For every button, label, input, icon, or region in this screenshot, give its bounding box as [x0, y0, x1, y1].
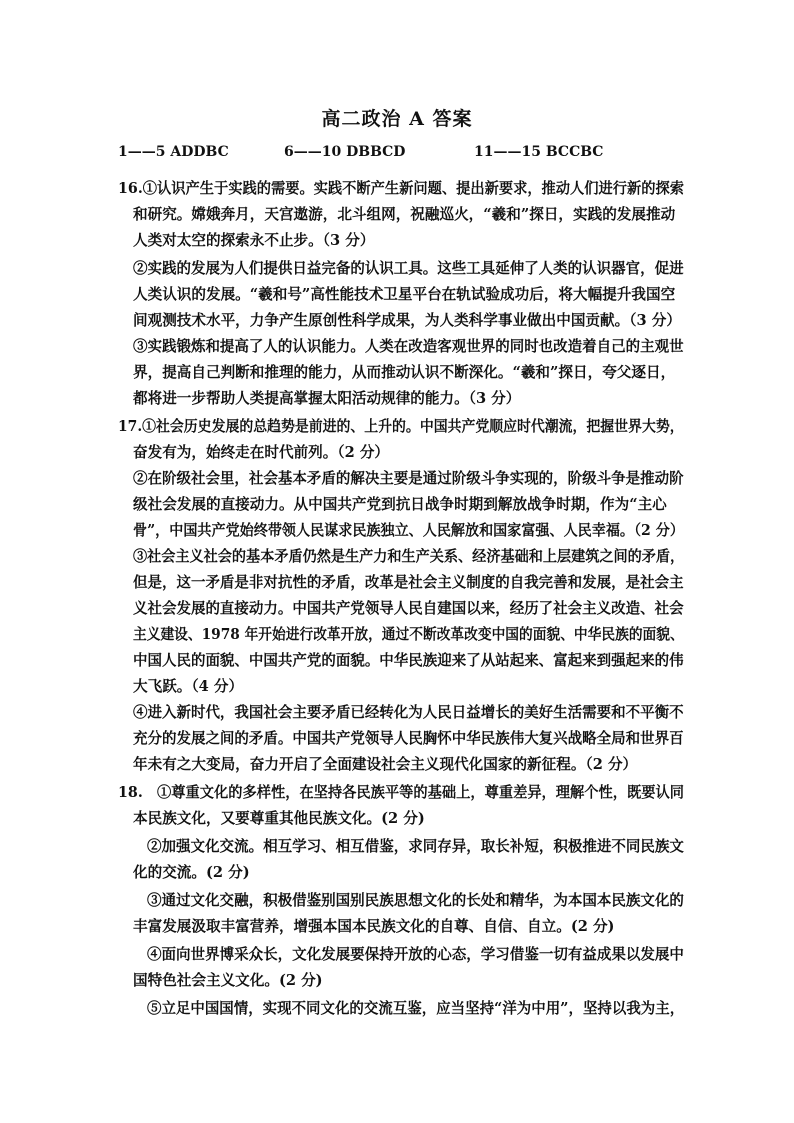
- q16-line-8: 界，提高自己判断和推理的能力，从而推动认识不断深化。“羲和”探日，夸父逐日，: [133, 364, 676, 381]
- q17-line-2: 奋发有为，始终走在时代前列。（2 分）: [133, 444, 390, 461]
- q18-line-5: ③通过文化交融，积极借鉴别国别民族思想文化的长处和精华，为本国本民族文化的: [147, 892, 684, 909]
- q17-line-5: 骨”，中国共产党始终带领人民谋求民族独立、人民解放和国家富强、人民幸福。（2 分）: [133, 522, 684, 539]
- q17-line-10: 中国人民的面貌、中国共产党的面貌。中华民族迎来了从站起来、富起来到强起来的伟: [133, 652, 684, 669]
- q18-line-1: 18. ①尊重文化的多样性，在坚持各民族平等的基础上，尊重差异，理解个性，既要认同: [118, 784, 684, 801]
- q17-line-11: 大飞跃。（4 分）: [133, 678, 244, 695]
- q18-line-2: 本民族文化，又要尊重其他民族文化。(2 分): [133, 810, 425, 827]
- q16-line-5: 人类认识的发展。“羲和号”高性能技术卫星平台在轨试验成功后，将大幅提升我国空: [133, 286, 676, 303]
- q16-line-3: 人类对太空的探索永不止步。（3 分）: [133, 232, 375, 249]
- q18-line-7: ④面向世界博采众长，文化发展要保持开放的心态，学习借鉴一切有益成果以发展中: [147, 946, 684, 963]
- mc-answers-1-5: 1——5 ADDBC: [118, 144, 229, 160]
- q17-line-7: 但是，这一矛盾是非对抗性的矛盾，改革是社会主义制度的自我完善和发展，是社会主: [133, 574, 684, 591]
- q17-line-9: 主义建设、1978 年开始进行改革开放，通过不断改革改变中国的面貌、中华民族的面貌、: [133, 626, 684, 643]
- q18-line-4: 化的交流。(2 分): [133, 864, 250, 881]
- q17-line-13: 充分的发展之间的矛盾。中国共产党领导人民胸怀中华民族伟大复兴战略全局和世界百: [133, 730, 684, 747]
- q16-line-4: ②实践的发展为人们提供日益完备的认识工具。这些工具延伸了人类的认识器官，促进: [133, 260, 684, 277]
- q17-line-6: ③社会主义社会的基本矛盾仍然是生产力和生产关系、经济基础和上层建筑之间的矛盾，: [133, 548, 685, 565]
- page-title: 高二政治 A 答案: [321, 108, 473, 130]
- q18-line-8: 国特色社会主义文化。(2 分): [133, 972, 323, 989]
- q18-line-6: 丰富发展汲取丰富营养，增强本国本民族文化的自尊、自信、自立。(2 分): [133, 918, 615, 935]
- q17-line-14: 年未有之大变局，奋力开启了全面建设社会主义现代化国家的新征程。（2 分）: [133, 756, 638, 773]
- q16-line-9: 都将进一步帮助人类提高掌握太阳活动规律的能力。（3 分）: [133, 390, 521, 407]
- mc-answers-11-15: 11——15 BCCBC: [474, 144, 604, 160]
- q18-line-3: ②加强文化交流。相互学习、相互借鉴，求同存异，取长补短，积极推进不同民族文: [147, 838, 684, 855]
- q17-line-4: 级社会发展的直接动力。从中国共产党到抗日战争时期到解放战争时期，作为“主心: [133, 496, 667, 513]
- q16-line-7: ③实践锻炼和提高了人的认识能力。人类在改造客观世界的同时也改造着自己的主观世: [133, 338, 684, 355]
- multiple-choice-answers: [118, 144, 718, 166]
- q18-line-9: ⑤立足中国国情，实现不同文化的交流互鉴，应当坚持“洋为中用”，坚持以我为主，: [147, 1000, 685, 1017]
- q17-line-1: 17.①社会历史发展的总趋势是前进的、上升的。中国共产党顺应时代潮流，把握世界大势，: [118, 418, 684, 435]
- q17-line-12: ④进入新时代，我国社会主要矛盾已经转化为人民日益增长的美好生活需要和不平衡不: [133, 704, 684, 721]
- mc-answers-6-10: 6——10 DBBCD: [284, 144, 406, 160]
- q16-line-2: 和研究。嫦娥奔月，天宫遨游，北斗组网，祝融巡火，“羲和”探日，实践的发展推动: [133, 206, 676, 223]
- q17-line-3: ②在阶级社会里，社会基本矛盾的解决主要是通过阶级斗争实现的，阶级斗争是推动阶: [133, 470, 684, 487]
- q16-line-6: 间观测技术水平，力争产生原创性科学成果，为人类科学事业做出中国贡献。（3 分）: [133, 312, 681, 329]
- q16-line-1: 16.①认识产生于实践的需要。实践不断产生新问题、提出新要求，推动人们进行新的探索: [118, 180, 684, 197]
- q17-line-8: 义社会发展的直接动力。中国共产党领导人民自建国以来，经历了社会主义改造、社会: [133, 600, 684, 617]
